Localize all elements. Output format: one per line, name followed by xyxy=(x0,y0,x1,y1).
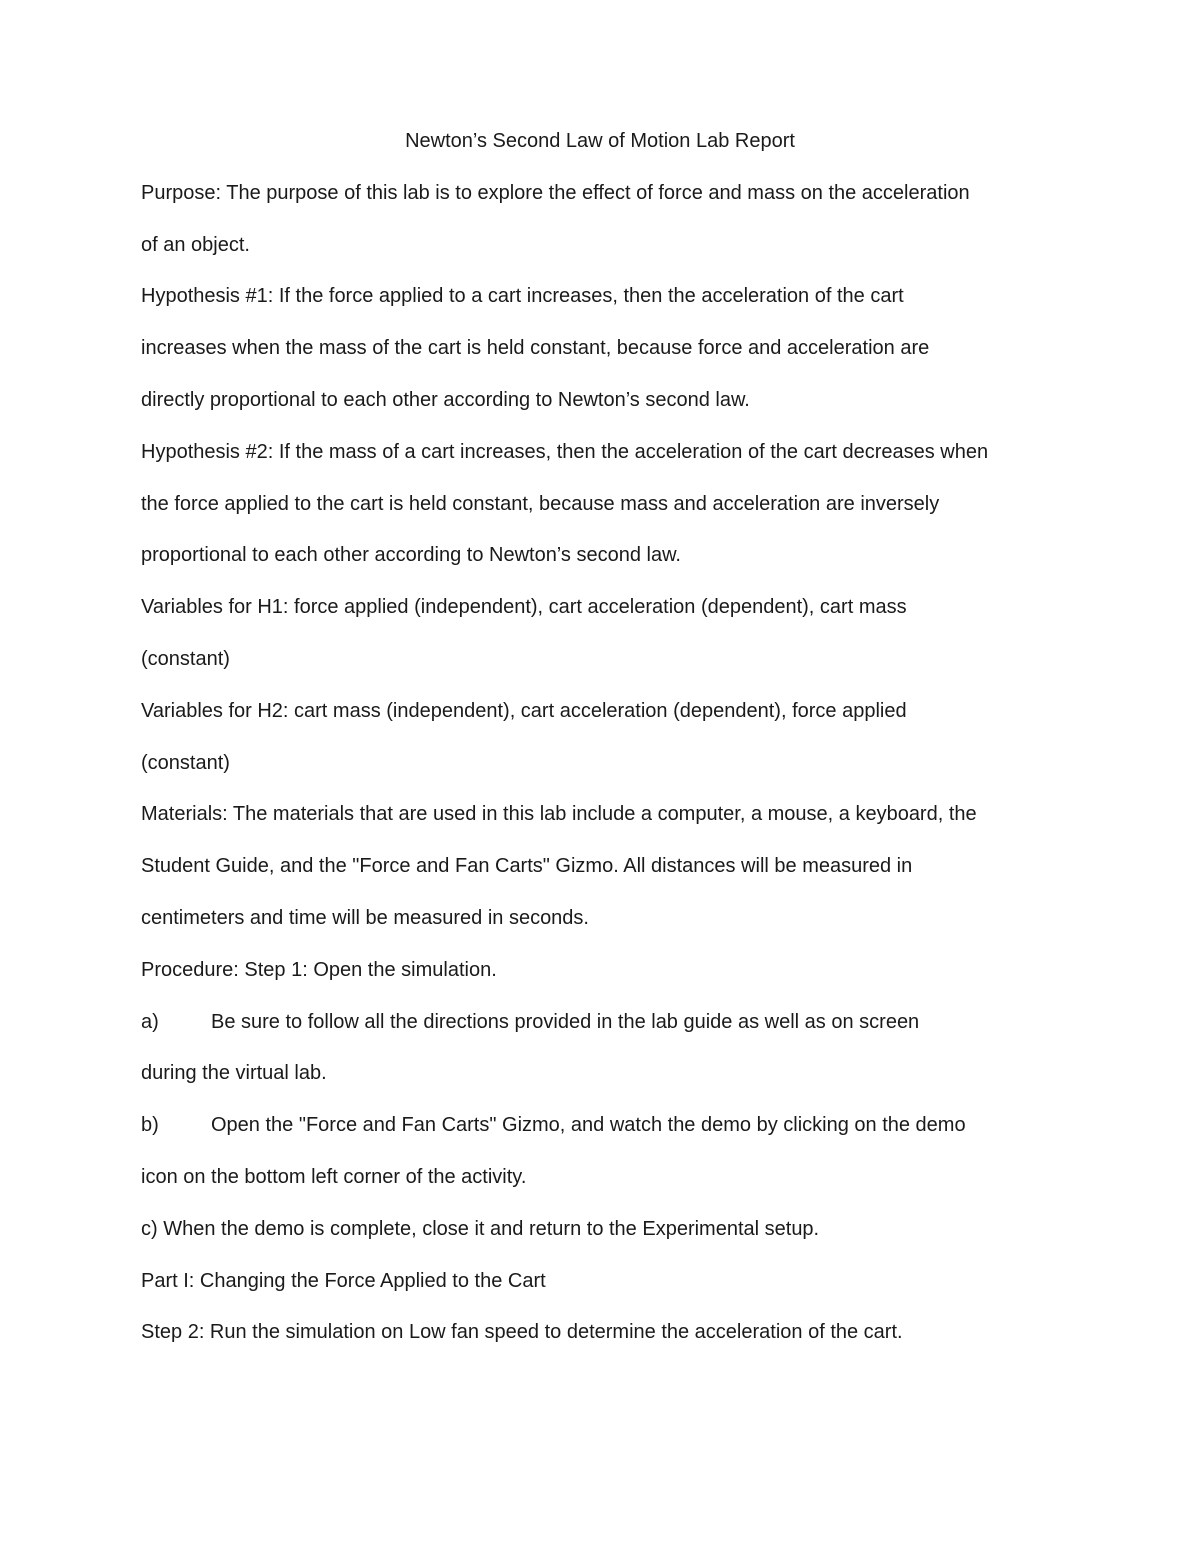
hypothesis1-line-3: directly proportional to each other according to Newton’s second law. xyxy=(141,388,750,411)
step-a-continuation: during the virtual lab. xyxy=(141,1062,327,1085)
variables-h1-line-1: Variables for H1: force applied (independent), cart acceleration (dependent), cart mass xyxy=(141,596,907,619)
materials-line-2: Student Guide, and the "Force and Fan Carts" Gizmo. All distances will be measured in xyxy=(141,855,913,878)
materials-line-1: Materials: The materials that are used in this lab include a computer, a mouse, a keyboard, the xyxy=(141,803,977,826)
document-title: Newton’s Second Law of Motion Lab Report xyxy=(405,130,795,152)
step-a-text: Be sure to follow all the directions provided in the lab guide as well as on screen xyxy=(211,1010,920,1033)
hypothesis2-line-3: proportional to each other according to Newton’s second law. xyxy=(141,544,681,567)
step-c: c) When the demo is complete, close it and return to the Experimental setup. xyxy=(141,1217,820,1240)
step-2: Step 2: Run the simulation on Low fan speed to determine the acceleration of the cart. xyxy=(141,1321,903,1344)
step-b-continuation: icon on the bottom left corner of the activity. xyxy=(141,1165,527,1188)
hypothesis1-line-1: Hypothesis #1: If the force applied to a cart increases, then the acceleration of the cart xyxy=(141,285,904,308)
hypothesis2-line-2: the force applied to the cart is held constant, because mass and acceleration are inversely xyxy=(141,492,940,515)
step-b xyxy=(141,1100,1061,1152)
part1-heading: Part I: Changing the Force Applied to the Cart xyxy=(141,1269,546,1292)
step-a xyxy=(141,997,1061,1049)
materials-line-3: centimeters and time will be measured in seconds. xyxy=(141,906,589,929)
variables-h2-line-2: (constant) xyxy=(141,751,230,774)
hypothesis2-line-1: Hypothesis #2: If the mass of a cart increases, then the acceleration of the cart decreases when xyxy=(141,440,989,463)
purpose-line-1: Purpose: The purpose of this lab is to explore the effect of force and mass on the acceleration xyxy=(141,181,970,204)
purpose-line-2: of an object. xyxy=(141,233,250,256)
step-b-marker: b) xyxy=(141,1114,159,1137)
document-body xyxy=(141,116,1061,1359)
hypothesis1-line-2: increases when the mass of the cart is held constant, because force and acceleration are xyxy=(141,337,930,360)
step-a-marker: a) xyxy=(141,1010,159,1033)
step-b-text: Open the "Force and Fan Carts" Gizmo, and watch the demo by clicking on the demo xyxy=(211,1114,966,1137)
procedure-heading: Procedure: Step 1: Open the simulation. xyxy=(141,958,497,981)
variables-h2-line-1: Variables for H2: cart mass (independent), cart acceleration (dependent), force applied xyxy=(141,699,907,722)
variables-h1-line-2: (constant) xyxy=(141,647,230,670)
